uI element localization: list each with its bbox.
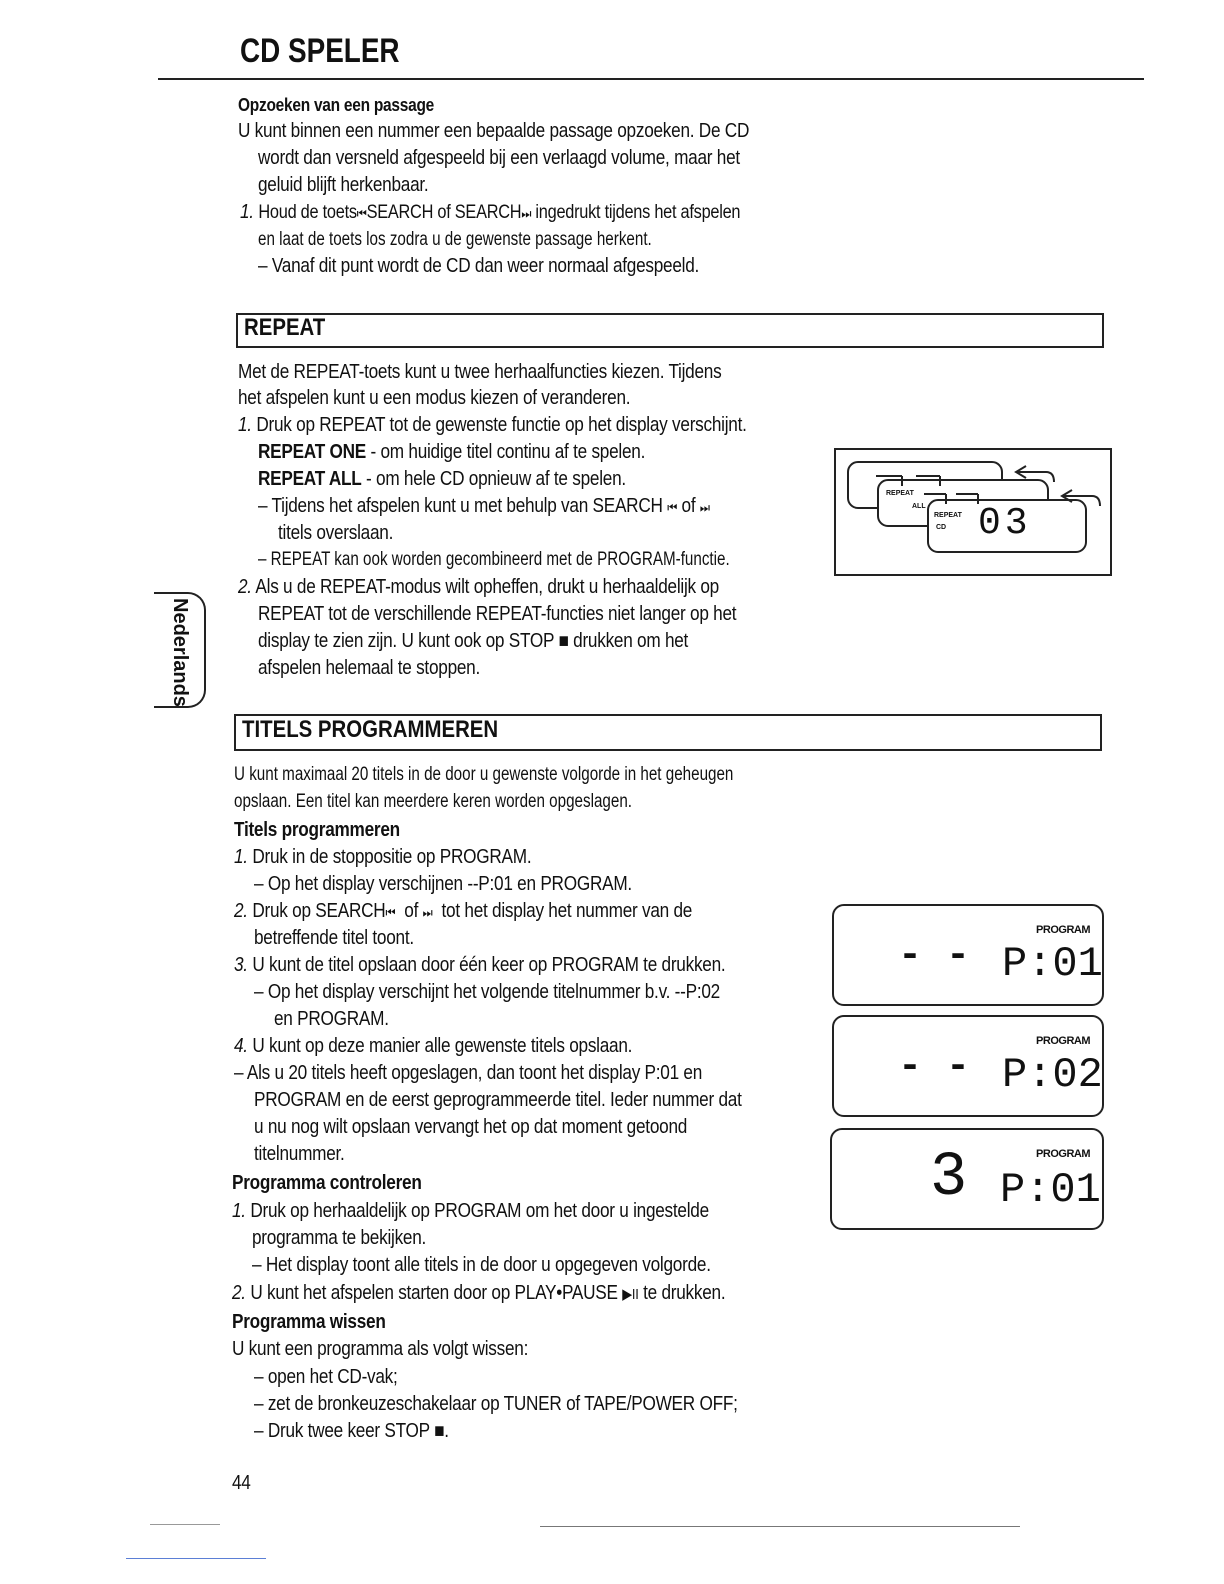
repeat-one-text: - om huidige titel continu af te spelen.: [365, 441, 646, 463]
step-text: SEARCH of SEARCH: [366, 202, 522, 223]
program-check-step-1-dash: – Het display toont alle titels in de door u opgegeven volgorde.: [252, 1254, 711, 1276]
search-paragraph-line: U kunt binnen een nummer een bepaalde passage opzoeken. De CD: [238, 120, 750, 142]
step-number: 2.: [234, 900, 248, 922]
program-left-bar: [234, 714, 236, 750]
program-step-4-dash: titelnummer.: [254, 1143, 345, 1165]
repeat-paragraph-line: het afspelen kunt u een modus kiezen of veranderen.: [238, 387, 631, 409]
repeat-top-rule: [236, 313, 1104, 315]
step-number: 3.: [234, 954, 248, 976]
program-subheading: Programma wissen: [232, 1311, 386, 1333]
footer-scan-line: [540, 1526, 1020, 1527]
program-step-3-dash: en PROGRAM.: [274, 1008, 389, 1030]
program-clear-dash: – open het CD-vak;: [254, 1366, 398, 1388]
program-step-3: [234, 952, 725, 979]
prev-icon: ⏮: [356, 206, 367, 221]
step-text: Houd de toets: [258, 202, 357, 223]
repeat-step-1: [238, 412, 747, 439]
dash-text: – Tijdens het afspelen kunt u met behulp van SEARCH: [258, 495, 663, 517]
next-icon: ⏭: [521, 206, 532, 221]
program-step-4-dash: – Als u 20 titels heeft opgeslagen, dan toont het display P:01 en: [234, 1062, 703, 1084]
footer-scan-line-left: [150, 1524, 220, 1525]
program-step-4-dash: u nu nog wilt opslaan vervangt het op dat moment getoond: [254, 1116, 688, 1138]
repeat-display-drawing: [836, 450, 1110, 574]
program-display-right: P:01: [1000, 1166, 1101, 1214]
program-step-3-dash: – Op het display verschijnt het volgende titelnummer b.v. --P:02: [254, 981, 720, 1003]
header-rule: [158, 78, 1144, 80]
repeat-display-illustration: [834, 448, 1112, 576]
repeat-paragraph-line: Met de REPEAT-toets kunt u twee herhaalfuncties kiezen. Tijdens: [238, 361, 722, 383]
program-subheading: Programma controleren: [232, 1172, 422, 1194]
repeat-all-text: - om hele CD opnieuw af te spelen.: [361, 468, 626, 490]
program-paragraph-line: U kunt maximaal 20 titels in de door u gewenste volgorde in het geheugen: [234, 764, 734, 785]
program-step-1: [234, 844, 531, 871]
repeat-left-bar: [236, 313, 238, 347]
repeat-all-label: REPEAT ALL: [258, 468, 362, 490]
search-step-1-line: en laat de toets los zodra u de gewenste passage herkent.: [258, 229, 652, 250]
next-icon: ⏭: [422, 905, 433, 920]
step-text: of: [404, 900, 419, 922]
program-check-step-2: [232, 1280, 725, 1309]
repeat-one-line: [258, 439, 645, 466]
step-text: ingedrukt tijdens het afspelen: [535, 202, 741, 223]
program-display-1: [832, 904, 1104, 1006]
step-text: U kunt op deze manier alle gewenste titels opslaan.: [252, 1035, 633, 1057]
program-display-right: P:02: [1002, 1051, 1103, 1099]
program-display-left: - -: [898, 1045, 971, 1090]
step-text: Druk op REPEAT tot de gewenste functie op het display verschijnt.: [256, 414, 747, 436]
program-right-bar: [1100, 714, 1102, 750]
program-display-label: PROGRAM: [1036, 1148, 1090, 1160]
step-text: U kunt het afspelen starten door op PLAY•PAUSE: [250, 1282, 618, 1304]
program-step-2-line: betreffende titel toont.: [254, 927, 414, 949]
program-display-3: [830, 1128, 1104, 1230]
step-text: drukken om het: [573, 630, 689, 652]
page-title: CD SPELER: [240, 32, 400, 70]
repeat-bottom-rule: [236, 346, 1104, 348]
repeat-step-2: [238, 574, 719, 601]
step-text: Druk op herhaaldelijk op PROGRAM om het door u ingestelde: [250, 1200, 709, 1222]
repeat-step-2-line: afspelen helemaal te stoppen.: [258, 657, 481, 679]
program-display-left: 3: [930, 1142, 968, 1213]
repeat-step-2-line: REPEAT tot de verschillende REPEAT-functies niet langer op het: [258, 603, 737, 625]
prev-icon: ⏮: [667, 500, 678, 515]
repeat-display-label: ALL: [912, 503, 926, 510]
step-number: 2.: [238, 576, 252, 598]
repeat-all-line: [258, 466, 626, 493]
repeat-heading: REPEAT: [244, 314, 326, 341]
program-bottom-rule: [234, 749, 1102, 751]
dash-text: of: [681, 495, 696, 517]
step-number: 4.: [234, 1035, 248, 1057]
program-step-2: [234, 898, 692, 927]
dash-text: – Druk twee keer STOP: [254, 1420, 430, 1442]
step-text: display te zien zijn. U kunt ook op STOP: [258, 630, 554, 652]
footer-blue-line: [126, 1558, 266, 1559]
program-step-4: [234, 1033, 632, 1060]
search-paragraph-line: geluid blijft herkenbaar.: [258, 174, 429, 196]
language-side-tab-label: [166, 598, 196, 707]
step-text: Druk op SEARCH: [252, 900, 386, 922]
repeat-right-bar: [1102, 313, 1104, 347]
repeat-display-label: REPEAT: [934, 512, 962, 519]
step-text: tot het display het nummer van de: [441, 900, 693, 922]
step-number: 2.: [232, 1282, 246, 1304]
repeat-step-2-line: [258, 628, 688, 655]
program-check-step-1: [232, 1198, 709, 1225]
step-text: Druk in de stoppositie op PROGRAM.: [252, 846, 532, 868]
program-subheading: Titels programmeren: [234, 819, 400, 841]
repeat-dash-1: [258, 493, 710, 522]
step-number: 1.: [240, 201, 254, 223]
repeat-dash-2: – REPEAT kan ook worden gecombineerd met de PROGRAM-functie.: [258, 549, 730, 570]
search-heading: Opzoeken van een passage: [238, 95, 434, 115]
step-number: 1.: [232, 1200, 246, 1222]
search-step-1-dash: – Vanaf dit punt wordt de CD dan weer normaal afgespeeld.: [258, 255, 700, 277]
program-paragraph-line: opslaan. Een titel kan meerdere keren worden opgeslagen.: [234, 791, 632, 812]
program-display-2: [832, 1015, 1104, 1117]
search-paragraph-line: wordt dan versneld afgespeeld bij een verlaagd volume, maar het: [258, 147, 740, 169]
stop-icon: ■: [558, 630, 569, 652]
program-clear-dash: [254, 1418, 449, 1445]
page-number: 44: [232, 1472, 251, 1494]
dash-text: .: [444, 1420, 449, 1442]
stop-icon: ■: [434, 1420, 445, 1442]
next-icon: ⏭: [699, 500, 710, 515]
program-display-label: PROGRAM: [1036, 924, 1090, 936]
prev-icon: ⏮: [385, 905, 396, 920]
repeat-dash-1-cont: titels overslaan.: [278, 522, 394, 544]
repeat-display-label: REPEAT: [886, 490, 914, 497]
program-clear-paragraph: U kunt een programma als volgt wissen:: [232, 1338, 529, 1360]
side-tab-text: Nederlands: [169, 598, 191, 707]
play-pause-icon: ▶II: [622, 1286, 639, 1303]
program-display-right: P:01: [1002, 940, 1103, 988]
search-step-1: [240, 199, 740, 226]
repeat-display-digits: 03: [978, 502, 1032, 545]
program-clear-dash: – zet de bronkeuzeschakelaar op TUNER of TAPE/POWER OFF;: [254, 1393, 738, 1415]
step-number: 1.: [234, 846, 248, 868]
program-heading: TITELS PROGRAMMEREN: [242, 716, 499, 743]
program-display-left: - -: [898, 934, 971, 979]
program-check-step-1-line: programma te bekijken.: [252, 1227, 427, 1249]
repeat-display-label: CD: [936, 524, 947, 531]
program-step-4-dash: PROGRAM en de eerst geprogrammeerde titel. Ieder nummer dat: [254, 1089, 742, 1111]
step-text: te drukken.: [643, 1282, 726, 1304]
program-display-label: PROGRAM: [1036, 1035, 1090, 1047]
step-number: 1.: [238, 414, 252, 436]
program-step-1-dash: – Op het display verschijnen --P:01 en PROGRAM.: [254, 873, 632, 895]
step-text: Als u de REPEAT-modus wilt opheffen, drukt u herhaaldelijk op: [255, 576, 719, 598]
step-text: U kunt de titel opslaan door één keer op PROGRAM te drukken.: [252, 954, 726, 976]
repeat-one-label: REPEAT ONE: [258, 441, 366, 463]
